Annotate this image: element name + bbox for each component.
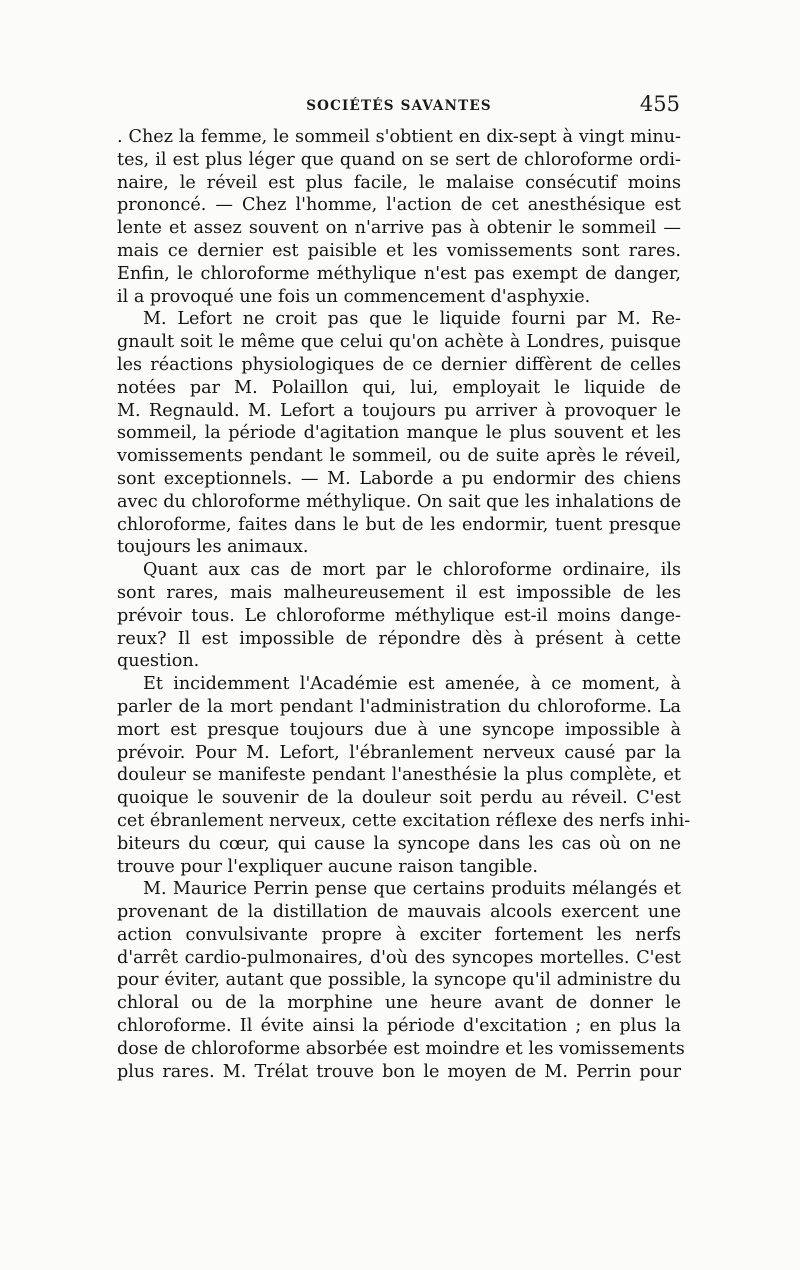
text-line: . Chez la femme, le sommeil s'obtient en dix-sept à vingt minu- [117,127,681,147]
text-line: notées par M. Polaillon qui, lui, employait le liquide de [117,377,681,398]
text-line: reux? Il est impossible de répondre dès à présent à cette [117,628,681,649]
text-line: plus rares. M. Trélat trouve bon le moyen de M. Perrin pour [117,1061,681,1082]
text-line: cet ébranlement nerveux, cette excitation réflexe des nerfs inhi- [117,810,691,831]
text-line: pour éviter, autant que possible, la syncope qu'il administre du [117,970,681,991]
text-line: prévoir. Pour M. Lefort, l'ébranlement nerveux causé par la [117,742,681,763]
text-line: M. Regnauld. M. Lefort a toujours pu arriver à provoquer le [117,400,681,421]
body-text [117,126,691,1083]
text-line: tes, il est plus léger que quand on se sert de chloroforme ordi- [117,149,681,170]
text-line: il a provoqué une fois un commencement d'asphyxie. [117,286,591,307]
text-line: vomissements pendant le sommeil, ou de suite après le réveil, [117,446,681,467]
text-line: chloroforme, faites dans le but de les endormir, tuent presque [117,514,681,535]
text-line: question. [117,651,200,672]
text-line: mort est presque toujours due à une syncope impossible à [117,719,681,740]
text-line: lente et assez souvent on n'arrive pas à obtenir le sommeil — [117,218,681,239]
text-line: Enfin, le chloroforme méthylique n'est pas exempt de danger, [117,263,681,284]
text-line: action convulsivante propre à exciter fortement les nerfs [117,924,681,945]
text-line: M. Lefort ne croit pas que le liquide fourni par M. Re- [143,309,681,330]
text-line: avec du chloroforme méthylique. On sait que les inhalations de [117,491,682,512]
page-number: 455 [639,92,680,116]
text-line: prononcé. — Chez l'homme, l'action de cet anesthésique est [117,195,681,216]
text-line: mais ce dernier est paisible et les vomissements sont rares. [117,240,681,261]
text-line: sont rares, mais malheureusement il est impossible de les [117,582,681,603]
text-line: M. Maurice Perrin pense que certains produits mélangés et [143,879,681,900]
text-line: sont exceptionnels. — M. Laborde a pu endormir des chiens [117,468,681,489]
text-line: naire, le réveil est plus facile, le malaise consécutif moins [117,172,681,193]
text-line: d'arrêt cardio-pulmonaires, d'où des syncopes mortelles. C'est [117,947,681,968]
text-line: les réactions physiologiques de ce dernier diffèrent de celles [117,354,681,375]
text-line: gnault soit le même que celui qu'on achète à Londres, puisque [117,332,681,353]
text-line: Et incidemment l'Académie est amenée, à ce moment, à [143,674,681,695]
text-line: douleur se manifeste pendant l'anesthésie la plus complète, et [117,765,681,786]
text-line: dose de chloroforme absorbée est moindre et les vomissements [117,1038,685,1059]
page-header [118,92,680,122]
text-line: toujours les animaux. [117,537,309,558]
text-line: parler de la mort pendant l'administration du chloroforme. La [117,696,681,717]
running-title: SOCIÉTÉS SAVANTES [306,98,492,114]
text-line: Quant aux cas de mort par le chloroforme ordinaire, ils [143,560,681,581]
text-line: prévoir tous. Le chloroforme méthylique est-il moins dange- [117,605,681,626]
text-line: provenant de la distillation de mauvais alcools exercent une [117,902,681,923]
text-line: chloroforme. Il évite ainsi la période d'excitation ; en plus la [117,1016,681,1037]
text-line: quoique le souvenir de la douleur soit perdu au réveil. C'est [117,788,681,809]
text-line: biteurs du cœur, qui cause la syncope dans les cas où on ne [117,833,681,854]
text-line: sommeil, la période d'agitation manque le plus souvent et les [117,423,681,444]
text-line: chloral ou de la morphine une heure avant de donner le [117,993,681,1014]
text-line: trouve pour l'expliquer aucune raison tangible. [117,856,538,877]
